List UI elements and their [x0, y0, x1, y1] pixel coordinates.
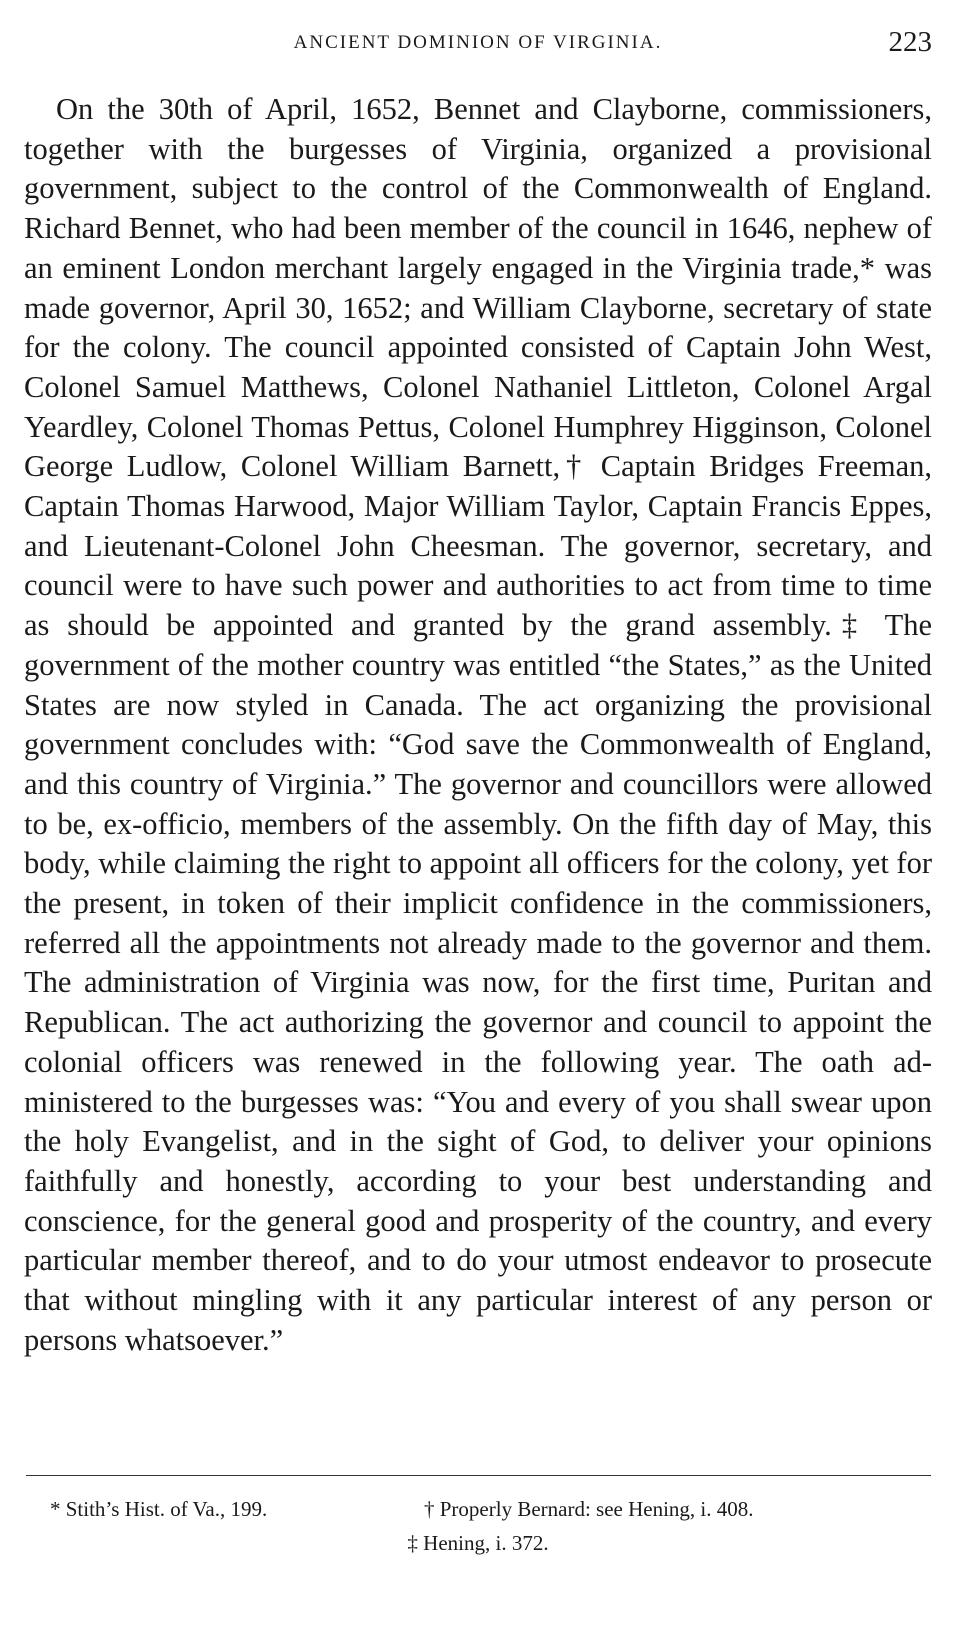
body-paragraph: On the 30th of April, 1652, Bennet and Clayborne, commissioners, together with the burgesses of Virginia, organized a provisional government, subject to the control of the Commonwealth of England. Richard Bennet, who had been member of the council in 1646, nephew of an eminent London merchant largely engaged in the Virginia trade,* was made governor, April 30, 1652; and William Clayborne, secretary of state for the colony. The council appointed consisted of Captain John West, Colonel Samuel Matthews, Colonel Nathaniel Littleton, Colonel Argal Yeardley, Colonel Thomas Pettus, Colonel Humphrey Higginson, Colonel George Ludlow, Colonel William Barnett,† Captain Bridges Freeman, Captain Thomas Harwood, Major William Taylor, Captain Francis Eppes, and Lieutenant-Colonel John Cheesman. The governor, secretary, and council were to have such power and authorities to act from time to time as should be appointed and granted by the grand assembly.‡ The government of the mother country was entitled “the States,” as the United States are now styled in Canada. The act organizing the provisional government concludes with: “God save the Commonwealth of England, and this country of Virginia.” The governor and councillors were allowed to be, ex-officio, members of the assembly. On the fifth day of May, this body, while claiming the right to appoint all officers for the colony, yet for the present, in token of their implicit confidence in the commissioners, referred all the appointments not already made to the governor and them. The administration of Virginia was now, for the first time, Puritan and Republican. The act authorizing the governor and council to appoint the colonial officers was renewed in the following year. The oath administered to the burgesses was: “You and every of you shall swear upon the holy Evangelist, and in the sight of God, to deliver your opinions faithfully and honestly, according to your best understanding and conscience, for the general good and prosperity of the country, and every particular member thereof, and to do your utmost endeavor to prosecute that without mingling with it any particular interest of any person or persons whatsoever.”: [24, 92, 932, 1357]
page-number: 223: [888, 26, 932, 58]
footnote-asterisk: * Stith’s Hist. of Va., 199.: [50, 1497, 268, 1521]
footnote-row: [24, 1492, 932, 1526]
footnotes: [24, 1492, 932, 1560]
footnote-divider: [26, 1475, 931, 1476]
footnote-dagger: † Properly Bernard: see Hening, i. 408.: [424, 1497, 754, 1521]
running-title: ANCIENT DOMINION OF VIRGINIA.: [293, 32, 663, 53]
page-header: [24, 28, 932, 68]
footnote-row: [24, 1526, 932, 1560]
footnote-double-dagger: ‡ Hening, i. 372.: [407, 1531, 549, 1555]
